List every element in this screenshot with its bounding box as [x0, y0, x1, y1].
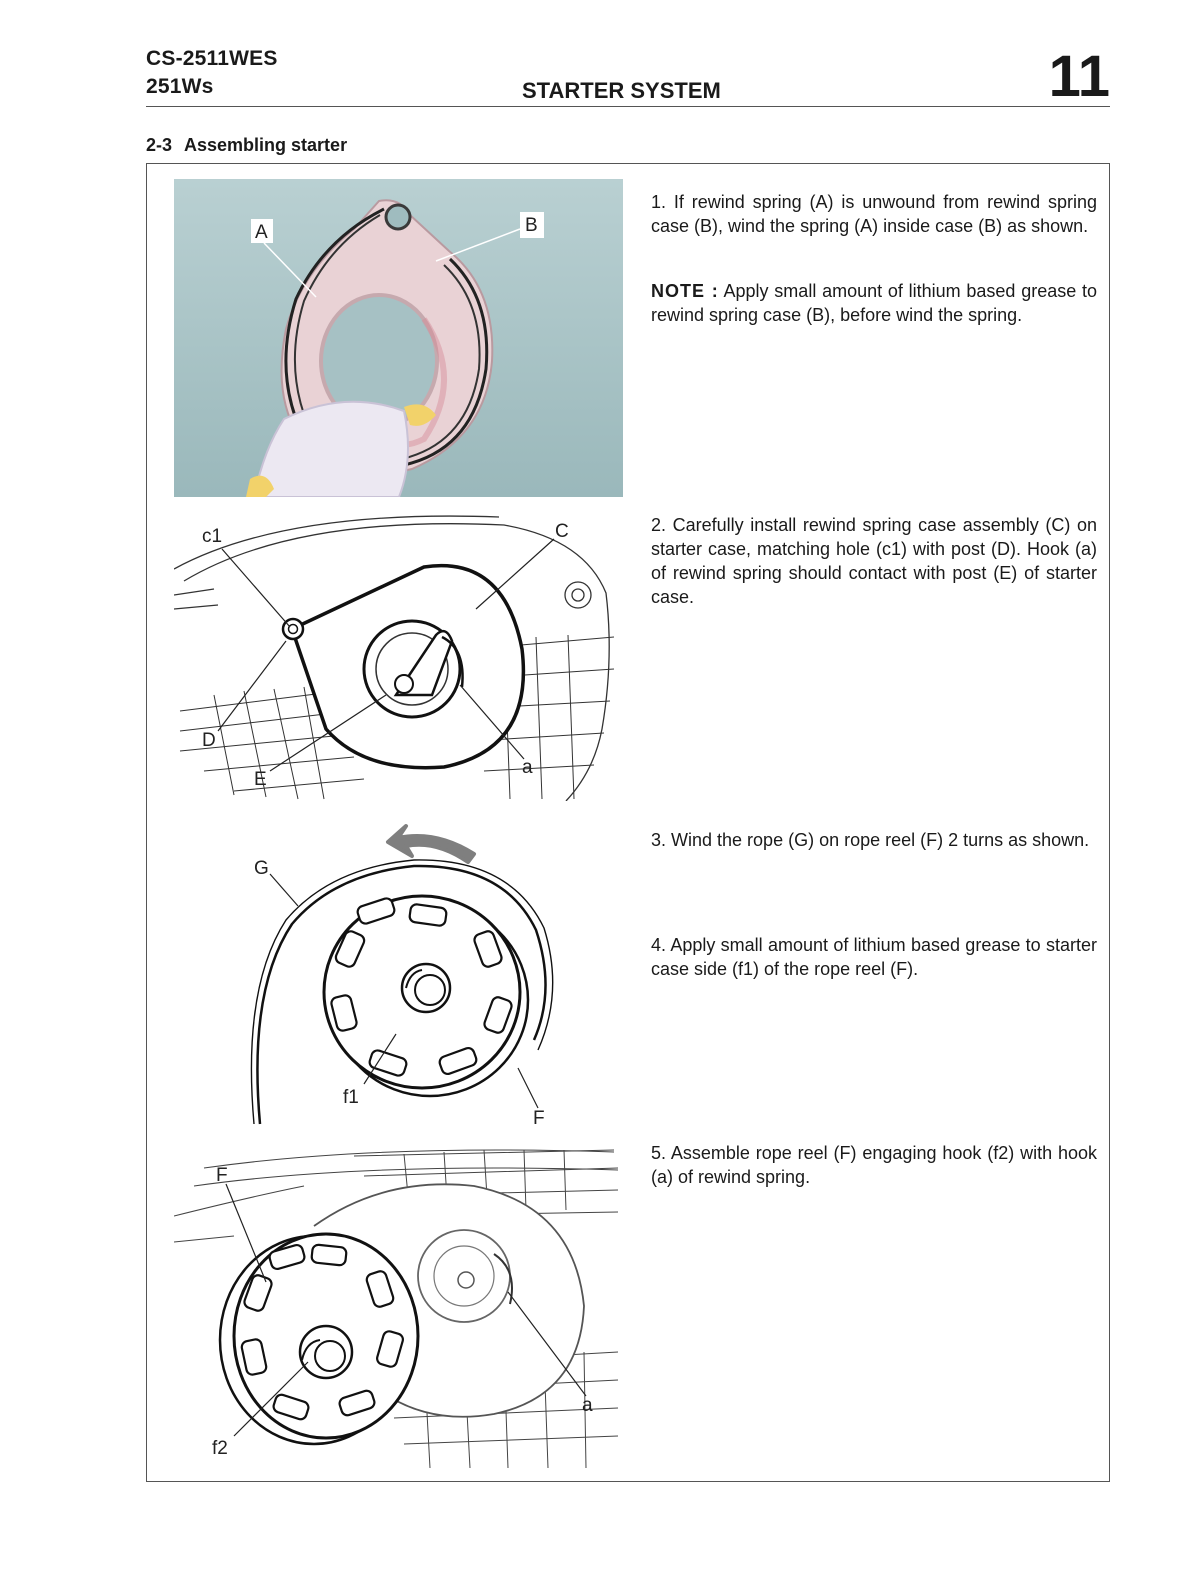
label-f2-hook: f2	[212, 1438, 228, 1459]
subsection-number: 2-3	[146, 135, 173, 155]
label-c-case-assembly: C	[555, 521, 569, 542]
label-g-rope: G	[254, 858, 269, 879]
subsection-title: Assembling starter	[184, 135, 348, 155]
subsection-heading	[146, 135, 347, 156]
label-d-post: D	[202, 730, 216, 751]
label-a-hook: a	[582, 1395, 593, 1416]
step-5-text: 5. Assemble rope reel (F) engaging hook (f2) with hook (a) of rewind spring.	[651, 1143, 1097, 1187]
page-number: 11	[1048, 44, 1110, 109]
figure-wind-rope	[174, 820, 623, 1130]
model-name: 251Ws	[146, 75, 214, 98]
label-e-post: E	[254, 769, 267, 790]
section-title: STARTER SYSTEM	[522, 78, 721, 103]
figure-rewind-spring-photo	[174, 179, 623, 497]
label-f-rope-reel: F	[533, 1108, 545, 1129]
label-a-hook: a	[522, 757, 533, 778]
note-text: Apply small amount of lithium based grease to rewind spring case (B), before wind the spring.	[651, 281, 1098, 325]
label-a-spring: A	[255, 222, 268, 243]
label-c1-hole: c1	[202, 526, 223, 547]
figure-install-spring-case	[174, 509, 623, 801]
label-f-rope-reel: F	[216, 1165, 228, 1186]
label-f1-reel-side: f1	[343, 1087, 359, 1108]
step-3-text: 3. Wind the rope (G) on rope reel (F) 2 turns as shown.	[651, 830, 1090, 850]
note-label: NOTE :	[651, 281, 719, 301]
step-1-note	[651, 279, 1097, 327]
header-divider	[146, 106, 1110, 107]
label-b-case: B	[525, 215, 538, 236]
step-2-text: 2. Carefully install rewind spring case assembly (C) on starter case, matching hole (c1) with post (D). Hook (a) of rewind spring should contact with post (E) of starter case.	[651, 515, 1097, 607]
figure-assemble-rope-reel	[174, 1146, 623, 1468]
step-1-text: 1. If rewind spring (A) is unwound from rewind spring case (B), wind the spring (A) inside case (B) as shown.	[651, 192, 1097, 236]
step-4-text: 4. Apply small amount of lithium based grease to starter case side (f1) of the rope reel (F).	[651, 935, 1097, 979]
model-code: CS-2511WES	[146, 47, 278, 70]
